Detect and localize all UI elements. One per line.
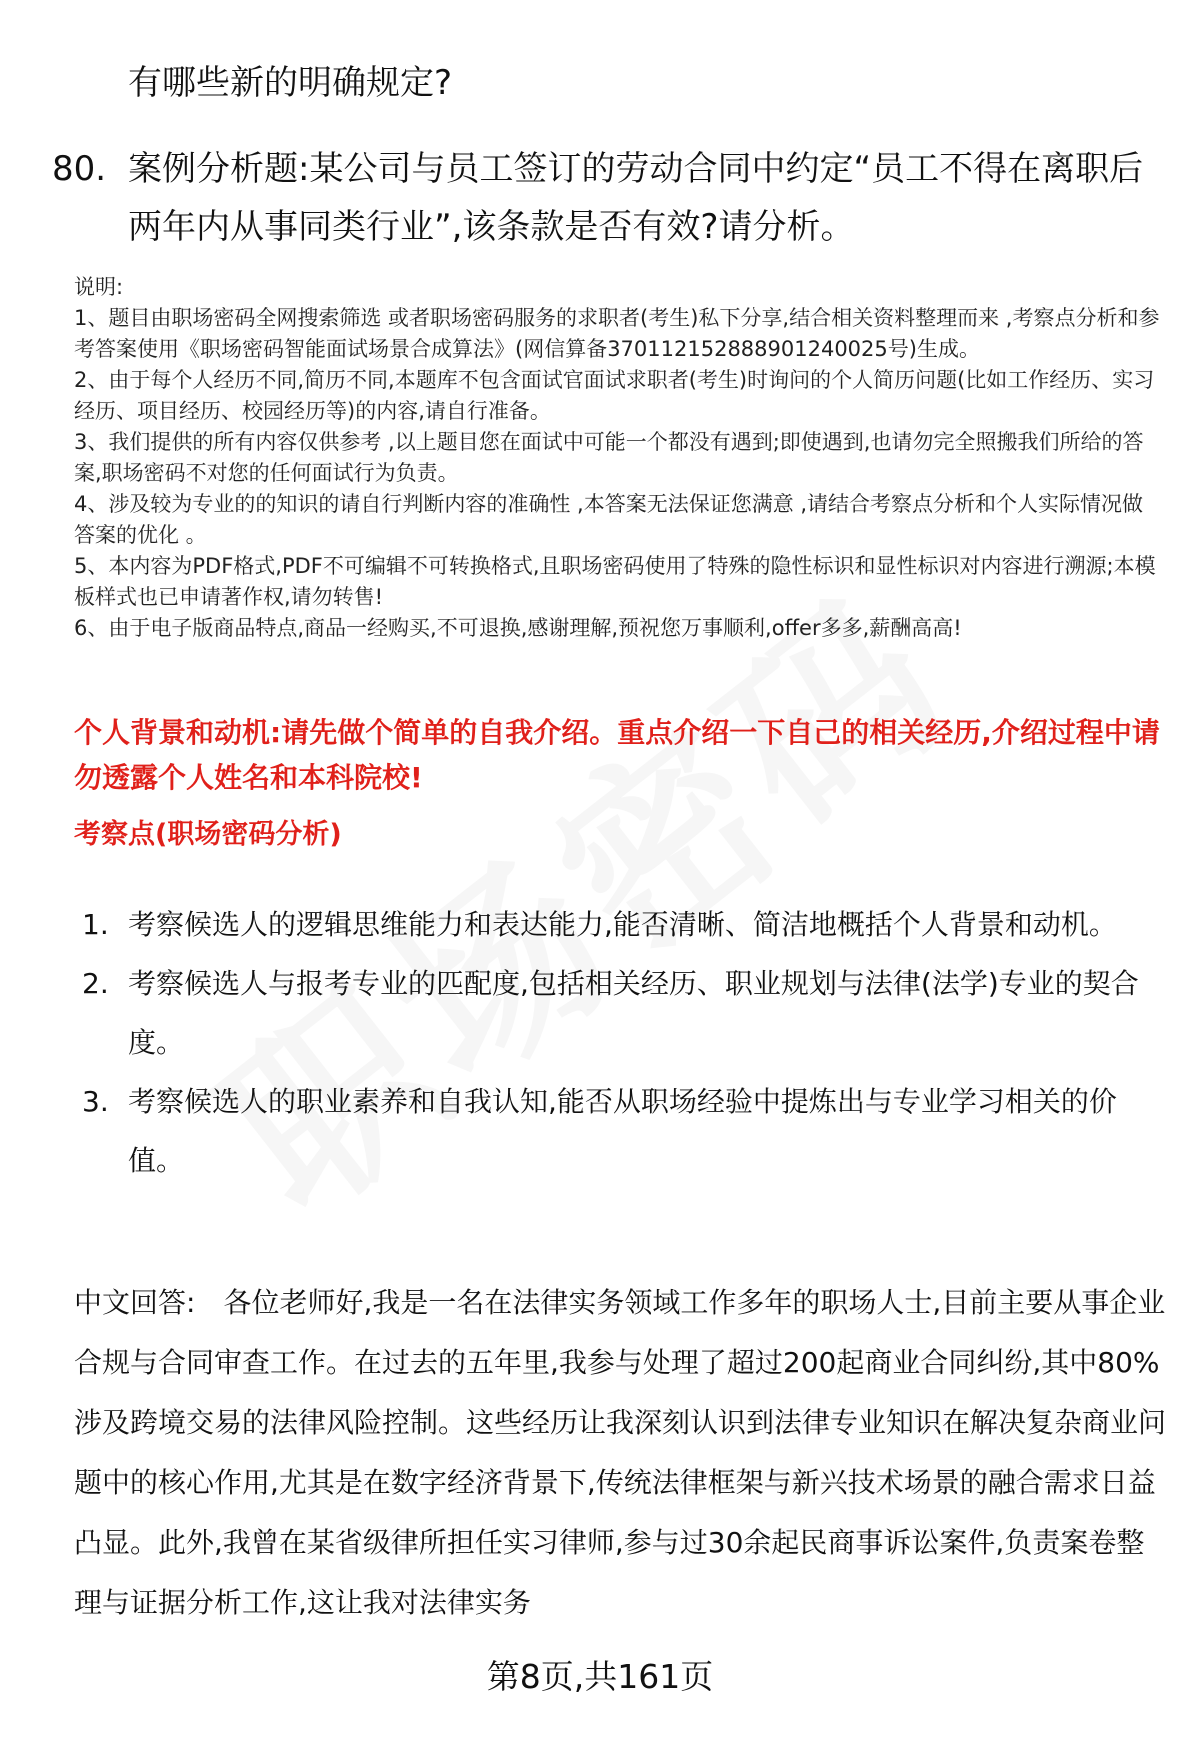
note-item: 4、涉及较为专业的的知识的请自行判断内容的准确性 ,本答案无法保证您满意 ,请结合考察点分析和个人实际情况做答案的优化 。 — [74, 492, 1144, 547]
point-item — [82, 1072, 1172, 1190]
question-text: 案例分析题:某公司与员工签订的劳动合同中约定“员工不得在离职后两年内从事同类行业”,该条款是否有效?请分析。 — [128, 149, 1144, 247]
notes-heading: 说明: — [74, 275, 124, 299]
point-item — [82, 895, 1172, 954]
point-text: 考察候选人与报考专业的匹配度,包括相关经历、职业规划与法律(法学)专业的契合度。 — [128, 967, 1139, 1059]
answer-lead: 中文回答: — [74, 1286, 196, 1319]
note-item: 2、由于每个人经历不同,简历不同,本题库不包含面试官面试求职者(考生)时询问的个人简历问题(比如工作经历、实习经历、项目经历、校园经历等)的内容,请自行准备。 — [74, 368, 1155, 423]
point-number: 1. — [82, 908, 109, 941]
notes-block — [74, 272, 1164, 644]
answer-text: 各位老师好,我是一名在法律实务领域工作多年的职场人士,目前主要从事企业合规与合同审查工作。在过去的五年里,我参与处理了超过200起商业合同纠纷,其中80%涉及跨境交易的法律风险控制。这些经历让我深刻认识到法律专业知识在解决复杂商业问题中的核心作用,尤其是在数字经济背景下,传统法律框架与新兴技术场景的融合需求日益凸显。此外,我曾在某省级律所担任实习律师,参与过30余起民商事诉讼案件,负责案卷整理与证据分析工作,这让我对法律实务 — [74, 1286, 1167, 1619]
note-item: 5、本内容为PDF格式,PDF不可编辑不可转换格式,且职场密码使用了特殊的隐性标识和显性标识对内容进行溯源;本模板样式也已申请著作权,请勿转售! — [74, 554, 1156, 609]
points-list — [82, 895, 1172, 1190]
page-footer: 第8页,共161页 — [486, 1657, 714, 1696]
question-number: 80. — [52, 149, 107, 189]
question-80 — [52, 140, 1162, 256]
section-title: 个人背景和动机:请先做个简单的自我介绍。重点介绍一下自己的相关经历,介绍过程中请勿透露个人姓名和本科院校! — [74, 716, 1160, 794]
note-item: 3、我们提供的所有内容仅供参考 ,以上题目您在面试中可能一个都没有遇到;即使遇到,也请勿完全照搬我们所给的答案,职场密码不对您的任何面试行为负责。 — [74, 430, 1144, 485]
question-continuation: 有哪些新的明确规定? — [128, 63, 453, 103]
point-number: 2. — [82, 967, 109, 1000]
point-number: 3. — [82, 1085, 109, 1118]
note-item: 6、由于电子版商品特点,商品一经购买,不可退换,感谢理解,预祝您万事顺利,offer多多,薪酬高高! — [74, 616, 962, 640]
points-title: 考察点(职场密码分析) — [74, 819, 342, 850]
answer-paragraph — [74, 1273, 1166, 1633]
point-text: 考察候选人的职业素养和自我认知,能否从职场经验中提炼出与专业学习相关的价值。 — [128, 1085, 1117, 1177]
point-text: 考察候选人的逻辑思维能力和表达能力,能否清晰、简洁地概括个人背景和动机。 — [128, 908, 1117, 941]
point-item — [82, 954, 1172, 1072]
note-item: 1、题目由职场密码全网搜索筛选 或者职场密码服务的求职者(考生)私下分享,结合相关资料整理而来 ,考察点分析和参考答案使用《职场密码智能面试场景合成算法》(网信算备370112152888901240025号)生成。 — [74, 306, 1160, 361]
